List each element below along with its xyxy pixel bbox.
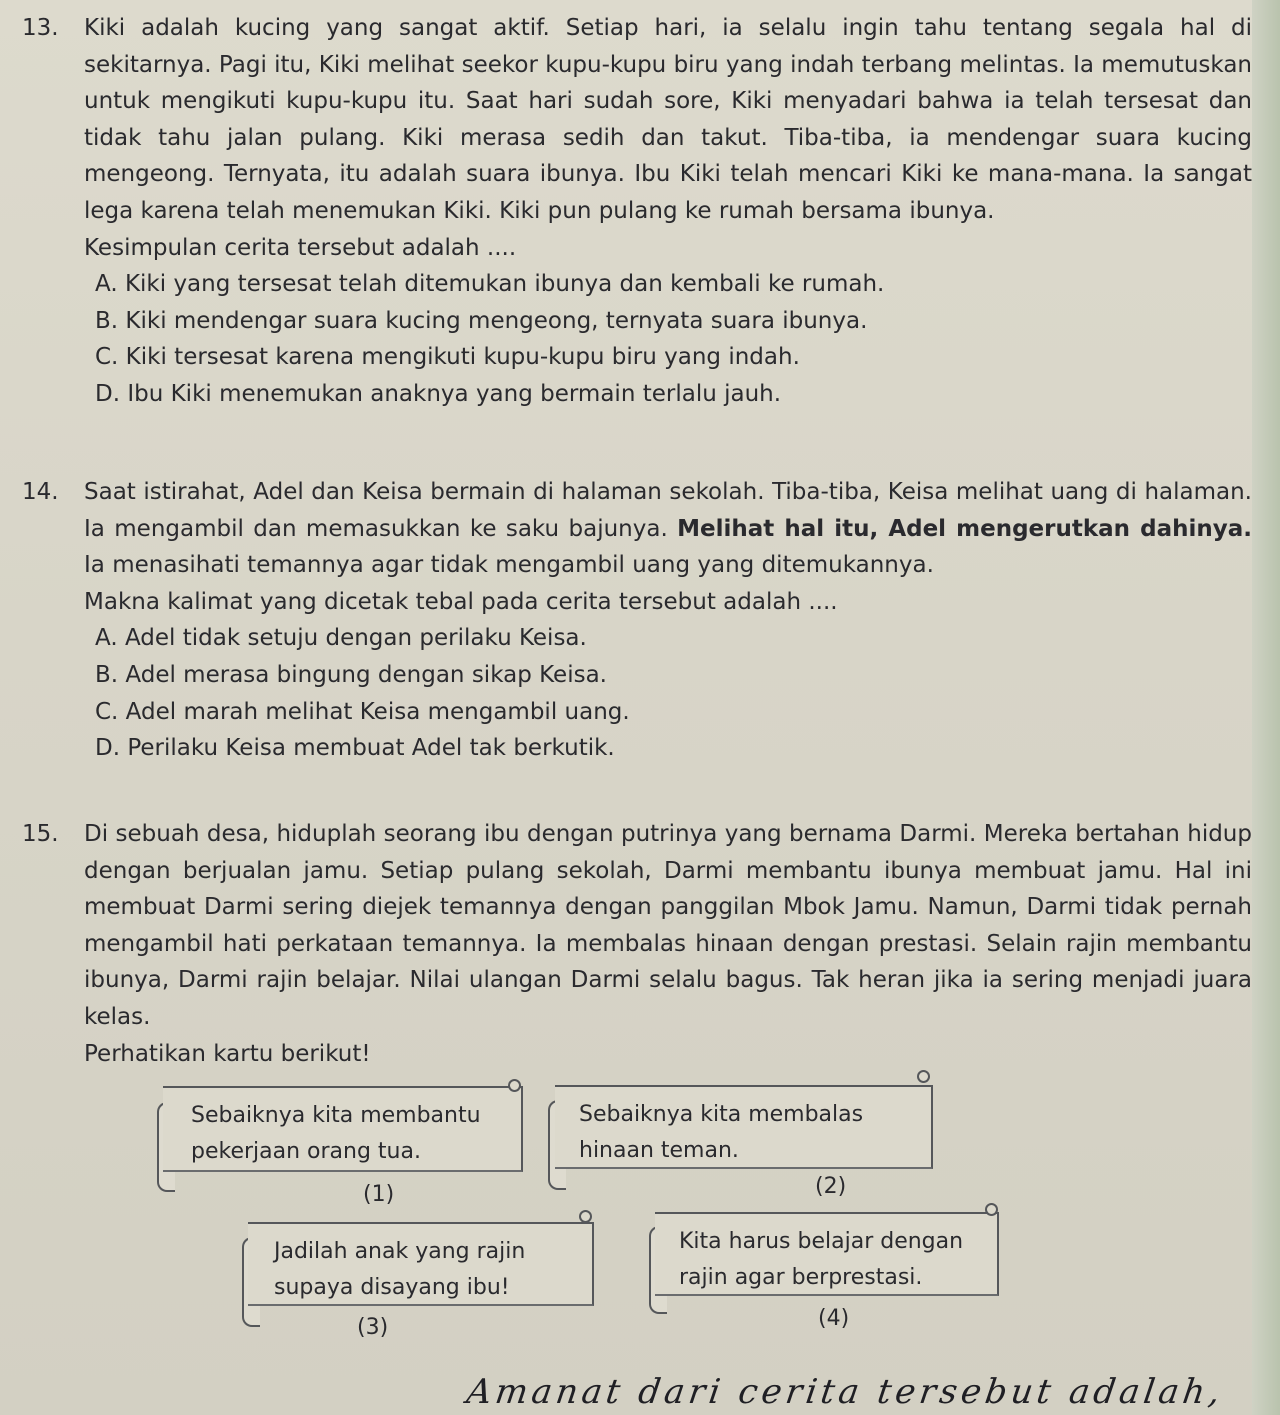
question-15 [22,816,1252,1072]
card-label: (3) [357,1315,389,1340]
scroll-curl [917,1070,930,1083]
page-edge [1252,0,1280,1415]
option-c: C. Adel marah melihat Keisa mengambil uang. [95,698,630,725]
card-line-1: Sebaiknya kita membalas [579,1102,864,1127]
scroll-curl [579,1210,592,1223]
option-c: C. Kiki tersesat karena mengikuti kupu-kupu biru yang indah. [95,344,800,371]
card-label: (4) [818,1306,850,1331]
card-line-1: Sebaiknya kita membantu [191,1103,481,1128]
stem-text: Ia menasihati temannya agar tidak mengambil uang yang ditemukannya. [84,552,934,579]
card-body [163,1086,523,1172]
option-a: A. Kiki yang tersesat telah ditemukan ibunya dan kembali ke rumah. [95,271,885,298]
card-label: (2) [815,1174,847,1199]
scroll-curl [508,1079,521,1092]
card-line-1: Kita harus belajar dengan [679,1229,964,1254]
card-line-2: supaya disayang ibu! [274,1275,510,1300]
question-13 [22,10,1252,413]
card-line-2: rajin agar berprestasi. [679,1265,923,1290]
bold-sentence: Melihat hal itu, Adel mengerutkan dahinya. [677,515,1252,542]
question-stem: Kiki adalah kucing yang sangat aktif. Setiap hari, ia selalu ingin tahu tentang segala hal di sekitarnya. Pagi itu, Kiki melihat seekor kupu-kupu biru yang indah terbang melintas. Ia memutuskan untuk mengikuti kupu-kupu itu. Saat hari sudah sore, Kiki menyadari bahwa ia telah tersesat dan tidak tahu jalan pulang. Kiki merasa sedih dan takut. Tiba-tiba, ia mendengar suara kucing mengeong. Ternyata, itu adalah suara ibunya. Ibu Kiki telah mencari Kiki ke mana-mana. Ia sangat lega karena telah menemukan Kiki. Kiki pun pulang ke rumah bersama ibunya. [84,15,1252,224]
question-prompt: Makna kalimat yang dicetak tebal pada cerita tersebut adalah .... [84,588,838,615]
option-d: D. Perilaku Keisa membuat Adel tak berkutik. [95,735,615,762]
card-body [248,1222,594,1306]
option-a: A. Adel tidak setuju dengan perilaku Keisa. [95,625,587,652]
card-line-1: Jadilah anak yang rajin [274,1239,526,1264]
instruction: Perhatikan kartu berikut! [84,1040,371,1067]
option-b: B. Adel merasa bingung dengan sikap Keisa. [95,661,607,688]
card-label: (1) [363,1182,395,1207]
question-stem [84,474,1252,584]
question-number: 15. [22,821,59,847]
card-body [655,1212,999,1296]
card-line-2: hinaan teman. [579,1138,739,1163]
question-14 [22,474,1252,767]
stem-text: Saat istirahat, Adel dan Keisa bermain di halaman sekolah. Tiba-tiba, Keisa melihat uang di halaman. Ia mengambil dan memasukkan ke saku bajunya. [84,479,1252,542]
question-number: 13. [22,15,59,41]
option-d: D. Ibu Kiki menemukan anaknya yang bermain terlalu jauh. [95,380,782,407]
question-number: 14. [22,479,59,505]
card-line-2: pekerjaan orang tua. [191,1139,421,1164]
scroll-curl [985,1203,998,1216]
question-stem: Di sebuah desa, hiduplah seorang ibu dengan putrinya yang bernama Darmi. Mereka bertahan hidup dengan berjualan jamu. Setiap pulang sekolah, Darmi membantu ibunya membuat jamu. Hal ini membuat Darmi sering diejek temannya dengan panggilan Mbok Jamu. Namun, Darmi tidak pernah mengambil hati perkataan temannya. Ia membalas hinaan dengan prestasi. Selain rajin membantu ibunya, Darmi rajin belajar. Nilai ulangan Darmi selalu bagus. Tak heran jika ia sering menjadi juara kelas. [84,821,1252,1030]
question-prompt: Kesimpulan cerita tersebut adalah .... [84,234,517,261]
handwritten-note: Amanat dari cerita tersebut adalah, [464,1372,1227,1412]
card-body [555,1085,933,1169]
option-b: B. Kiki mendengar suara kucing mengeong, ternyata suara ibunya. [95,307,868,334]
